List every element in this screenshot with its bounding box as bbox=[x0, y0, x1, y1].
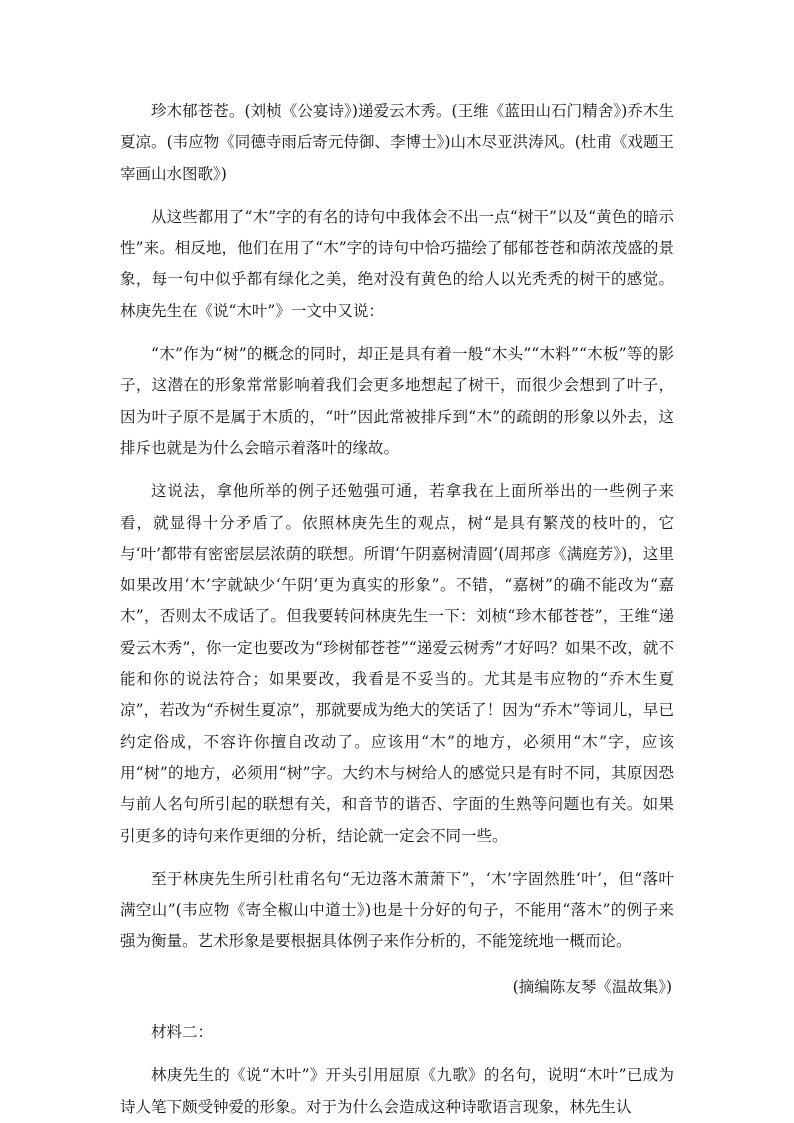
paragraph-material-two: 林庚先生的《说“木叶”》开头引用屈原《九歌》的名句，说明“木叶”已成为诗人笔下颇受钟爱的形象。对于为什么会造成这种诗歌语言现象，林先生认 bbox=[120, 1066, 674, 1116]
paragraph-rebuttal: 这说法，拿他所举的例子还勉强可通，若拿我在上面所举出的一些例子来看，就显得十分矛盾了。依照林庚先生的观点，树“是具有繁茂的枝叶的，它与‘叶’都带有密密层层浓荫的联想。所谓‘午阴嘉树清圆’(周邦彦《满庭芳》)，这里如果改用‘木’字就缺少‘午阴’更为真实的形象”。不错，“嘉树”的确不能改为“嘉木”，否则太不成话了。但我要转问林庚先生一下：刘桢“珍木郁苍苍”，王维“递爱云木秀”，你一定也要改为“珍树郁苍苍”“递爱云树秀”才好吗？如果不改，就不能和你的说法符合；如果要改，我看是不妥当的。尤其是韦应物的“乔木生夏凉”，若改为“乔树生夏凉”，那就要成为绝大的笑话了！因为“乔木”等词儿，早已约定俗成，不容许你擅自改动了。应该用“木”的地方，必须用“木”字，应该用“树”的地方，必须用“树”字。大约木与树给人的感觉只是有时不同，其原因恐与前人名句所引起的联想有关，和音节的谐否、字面的生熟等问题也有关。如果引更多的诗句来作更细的分析，结论就一定会不同一些。 bbox=[120, 482, 674, 845]
section-label: 材料二： bbox=[151, 1023, 214, 1042]
paragraph-argument: 从这些都用了“木”字的有名的诗句中我体会不出一点“树干”以及“黄色的暗示性”来。相反地，他们在用了“木”字的诗句中恰巧描绘了郁郁苍苍和荫浓茂盛的景象，每一句中似乎都有绿化之美，绝对没有黄色的给人以光秃秃的树干的感觉。林庚先生在《说“木叶”》一文中又说： bbox=[120, 207, 674, 320]
paragraph-quotation: “木”作为“树”的概念的同时，却正是具有着一般“木头”“木料”“木板”等的影子，这潜在的形象常常影响着我们会更多地想起了树干，而很少会想到了叶子，因为叶子原不是属于木质的，“叶”因此常被排斥到“木”的疏朗的形象以外去，这排斥也就是为什么会暗示着落叶的缘故。 bbox=[120, 345, 674, 457]
paragraph-poem-citations: 珍木郁苍苍。(刘桢《公宴诗》)递爱云木秀。(王维《蓝田山石门精舍》)乔木生夏凉。(韦应物《同德寺雨后寄元侍御、李博士》)山木尽亚洪涛风。(杜甫《戏题王宰画山水图歌》) bbox=[120, 102, 674, 183]
paragraph-conclusion: 至于林庚先生所引杜甫名句“无边落木萧萧下”，‘木’字固然胜‘叶’，但“落叶满空山”(韦应物《寄全椒山中道士》)也是十分好的句子，不能用“落木”的例子来强为衡量。艺术形象是要根据具体例子来作分析的，不能笼统地一概而论。 bbox=[120, 869, 674, 951]
source-citation: (摘编陈友琴《温故集》) bbox=[512, 977, 672, 996]
